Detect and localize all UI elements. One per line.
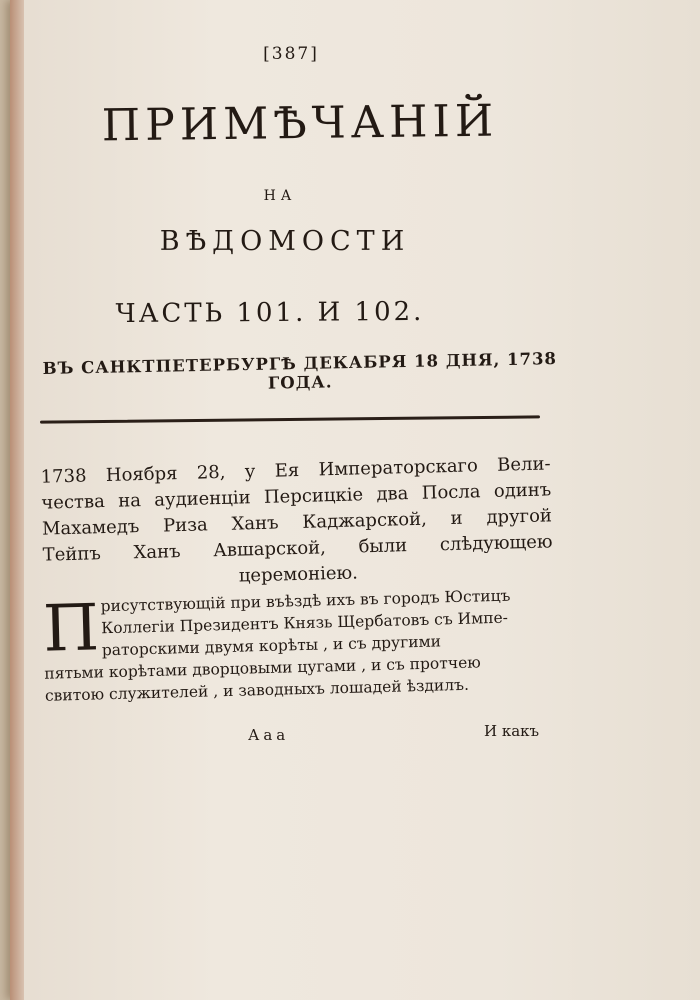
- intro-line: чества на аудиенціи Персицкіе два Посла одинъ: [41, 479, 552, 514]
- title-preposition: НА: [263, 188, 297, 204]
- catchword: И какъ: [484, 722, 540, 740]
- intro-paragraph: [40, 451, 553, 594]
- signature-mark: Ааа: [248, 726, 290, 744]
- intro-line: Тейпъ Ханъ Авшарской, были слѣдующею: [42, 531, 553, 566]
- page-gutter: [10, 0, 24, 1000]
- body-paragraph: [42, 583, 565, 727]
- page-number: [387]: [263, 44, 319, 64]
- page-title: ПРИМѢЧАНІЙ: [101, 95, 499, 152]
- part-heading: ЧАСТЬ 101. И 102.: [115, 296, 425, 330]
- intro-line: Махамедъ Риза Ханъ Каджарской, и другой: [41, 505, 553, 540]
- body-line: Коллегіи Президентъ Князь Щербатовъ съ Импе-: [100, 608, 509, 638]
- body-line: рисутствующій при въѣздѣ ихъ въ городъ Юстицъ: [100, 586, 511, 616]
- place-date-line: ВЪ САНКТПЕТЕРБУРГѢ ДЕКАБРЯ 18 ДНЯ, 1738 ГОДА.: [42, 349, 558, 393]
- body-line: свитою служителей , и заводныхъ лошадей ѣздилъ.: [44, 675, 470, 705]
- heading-rule: [40, 415, 540, 423]
- intro-line: 1738 Ноября 28, у Ея Императорскаго Вели-: [40, 453, 551, 488]
- drop-cap: П: [42, 591, 101, 667]
- body-line: пятьми корѣтами дворцовыми цугами , и съ протчею: [44, 653, 481, 683]
- book-page: [10, 0, 700, 1000]
- title-vedomosti: ВѢДОМОСТИ: [159, 226, 411, 257]
- intro-line: церемоніею.: [238, 562, 359, 587]
- body-line: раторскими двумя корѣты , и съ другими: [101, 632, 442, 660]
